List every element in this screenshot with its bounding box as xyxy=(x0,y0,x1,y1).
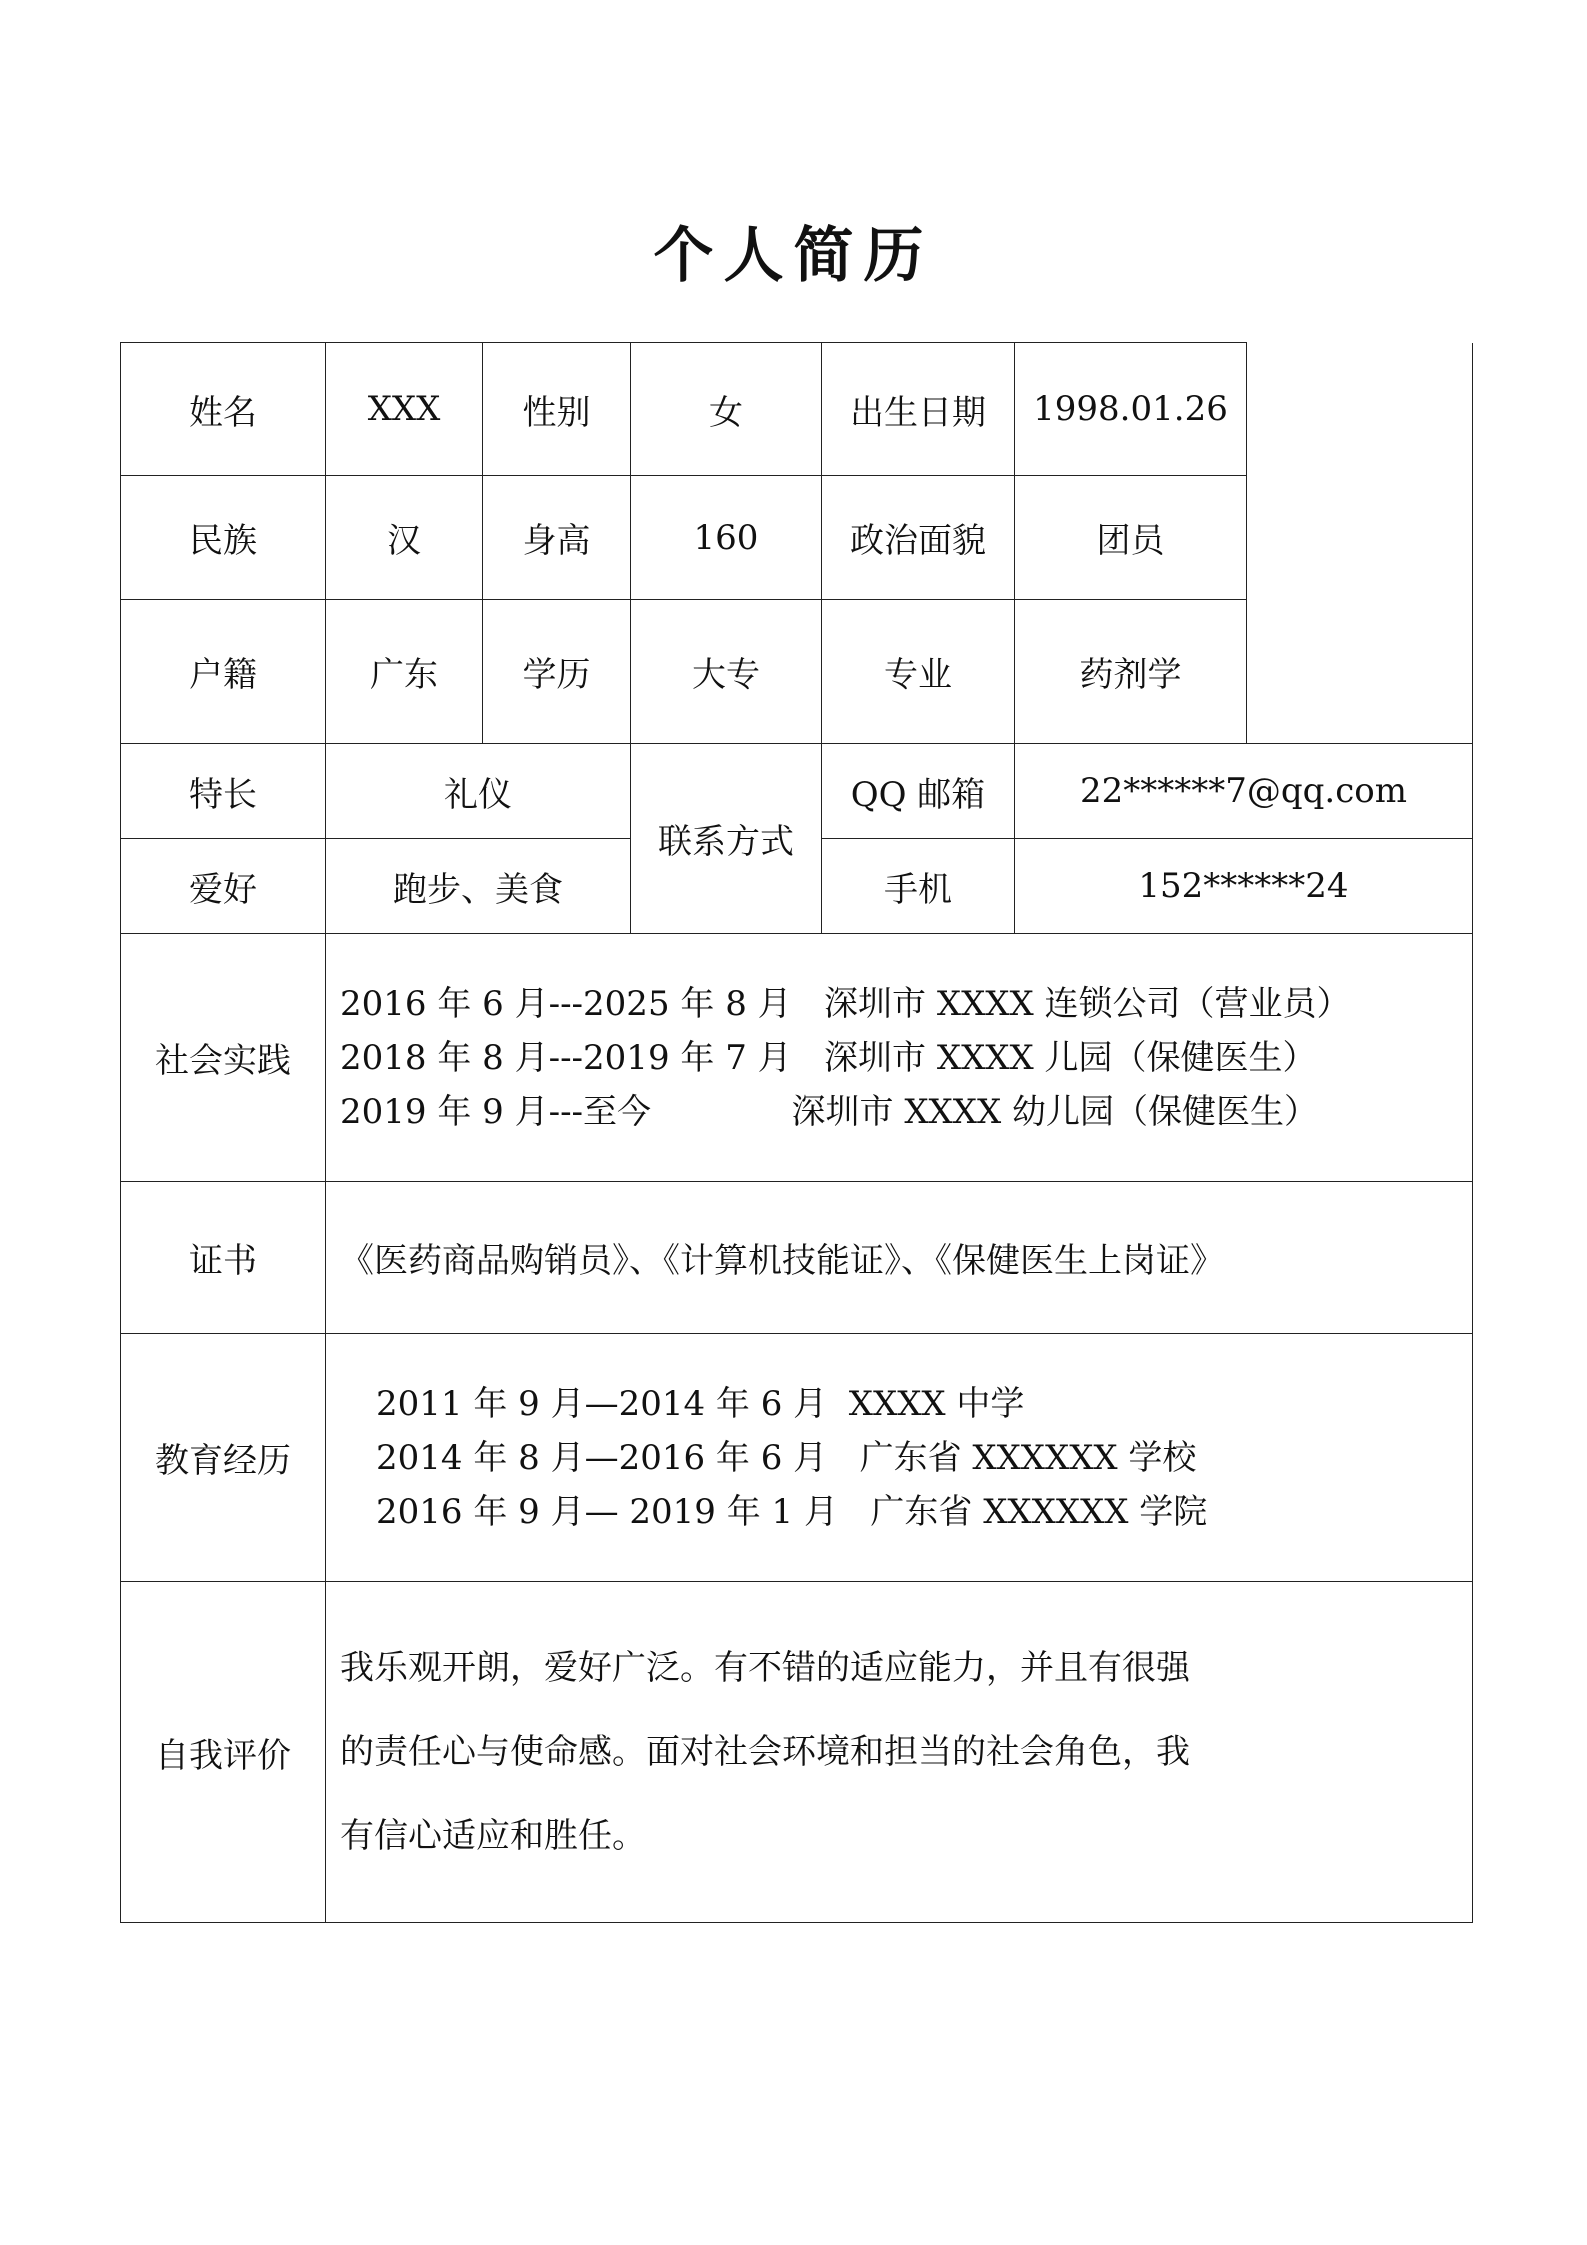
political-label: 政治面貌 xyxy=(822,476,1015,600)
hukou-value: 广东 xyxy=(326,600,483,744)
education-value: 大专 xyxy=(631,600,822,744)
self-evaluation-label: 自我评价 xyxy=(121,1582,326,1923)
row-specialty xyxy=(121,744,1473,839)
phone-label: 手机 xyxy=(822,839,1015,934)
education-line: 2014 年 8 月—2016 年 6 月 广东省 XXXXXX 学校 xyxy=(376,1437,1197,1478)
certificates-value: 《医药商品购销员》、《计算机技能证》、《保健医生上岗证》 xyxy=(326,1182,1473,1334)
practice-content xyxy=(326,934,1473,1182)
education-history-content xyxy=(326,1334,1473,1582)
education-line: 2016 年 9 月— 2019 年 1 月 广东省 XXXXXX 学院 xyxy=(376,1491,1208,1532)
specialty-label: 特长 xyxy=(121,744,326,839)
height-label: 身高 xyxy=(483,476,631,600)
gender-value: 女 xyxy=(631,343,822,476)
practice-line: 2016 年 6 月---2025 年 8 月 深圳市 XXXX 连锁公司（营业员） xyxy=(340,983,1351,1024)
practice-line: 2018 年 8 月---2019 年 7 月 深圳市 XXXX 儿园（保健医生） xyxy=(340,1037,1317,1078)
self-evaluation-content xyxy=(326,1582,1473,1923)
ethnicity-label: 民族 xyxy=(121,476,326,600)
ethnicity-value: 汉 xyxy=(326,476,483,600)
self-evaluation-line: 有信心适应和胜任。 xyxy=(340,1816,646,1856)
hobby-label: 爱好 xyxy=(121,839,326,934)
page-title: 个人简历 xyxy=(653,221,934,291)
certificates-label: 证书 xyxy=(121,1182,326,1334)
practice-label: 社会实践 xyxy=(121,934,326,1182)
hobby-value: 跑步、美食 xyxy=(326,839,631,934)
phone-value: 152******24 xyxy=(1015,839,1473,934)
contact-label: 联系方式 xyxy=(631,744,822,934)
birth-label: 出生日期 xyxy=(822,343,1015,476)
self-evaluation-line: 的责任心与使命感。面对社会环境和担当的社会角色，我 xyxy=(340,1732,1190,1772)
name-value: XXX xyxy=(326,343,483,476)
row-name xyxy=(121,343,1473,476)
hukou-label: 户籍 xyxy=(121,600,326,744)
practice-line: 2019 年 9 月---至今 深圳市 XXXX 幼儿园（保健医生） xyxy=(340,1091,1318,1132)
height-value: 160 xyxy=(631,476,822,600)
row-education xyxy=(121,1334,1473,1582)
qq-label: QQ 邮箱 xyxy=(822,744,1015,839)
major-value: 药剂学 xyxy=(1015,600,1247,744)
row-certificates xyxy=(121,1182,1473,1334)
self-evaluation-line: 我乐观开朗，爱好广泛。有不错的适应能力，并且有很强 xyxy=(340,1648,1190,1688)
row-self-evaluation xyxy=(121,1582,1473,1923)
education-history-label: 教育经历 xyxy=(121,1334,326,1582)
education-label: 学历 xyxy=(483,600,631,744)
political-value: 团员 xyxy=(1015,476,1247,600)
major-label: 专业 xyxy=(822,600,1015,744)
resume-table xyxy=(120,342,1473,1923)
specialty-value: 礼仪 xyxy=(326,744,631,839)
birth-value: 1998.01.26 xyxy=(1015,343,1247,476)
gender-label: 性别 xyxy=(483,343,631,476)
qq-value: 22******7@qq.com xyxy=(1015,744,1473,839)
education-line: 2011 年 9 月—2014 年 6 月 XXXX 中学 xyxy=(376,1383,1025,1424)
row-practice xyxy=(121,934,1473,1182)
photo-area xyxy=(1247,343,1473,744)
name-label: 姓名 xyxy=(121,343,326,476)
